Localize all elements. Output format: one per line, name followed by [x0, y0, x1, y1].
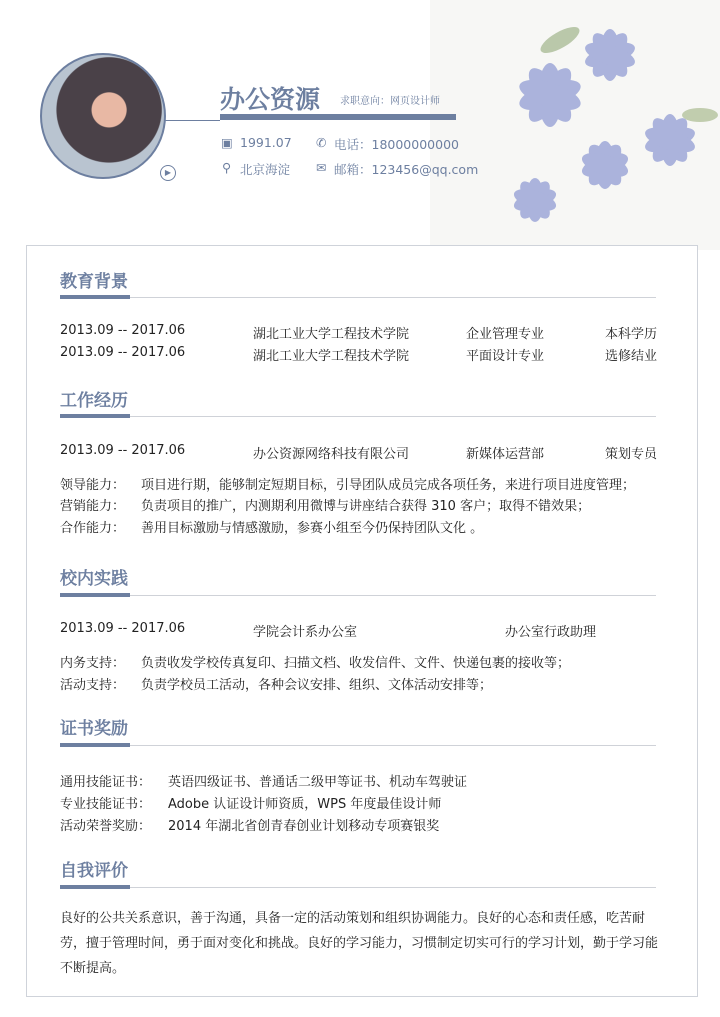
edu-degree: 本科学历: [604, 327, 657, 342]
divider-accent: [60, 885, 130, 889]
location-icon: ⚲: [222, 160, 232, 175]
campus-item-text: 负责收发学校传真复印、扫描文档、收发信件、文件、快递包裹的接收等；: [141, 656, 571, 671]
section-title-self: 自我评价: [60, 861, 128, 881]
edu-major: 企业管理专业: [466, 327, 545, 342]
cert-text: 英语四级证书、普通话二级甲等证书、机动车驾驶证: [168, 775, 468, 790]
self-evaluation: 良好的公共关系意识，善于沟通，具备一定的活动策划和组织协调能力。良好的心态和责任感，吃苦耐劳，擅于管理时间，勇于面对变化和挑战。良好的学习能力，习惯制定切实可行的学习计划，勤于学习能不断提高。: [60, 911, 659, 976]
divider-accent: [60, 414, 130, 418]
phone: 电话：18000000000: [334, 137, 459, 152]
work-item-label: 营销能力：: [60, 499, 126, 514]
campus-item-text: 负责学校员工活动，各种会议安排、组织、文体活动安排等；: [141, 678, 493, 693]
section-title-certs: 证书奖励: [60, 719, 128, 739]
birth-date: 1991.07: [240, 135, 292, 150]
avatar: [40, 53, 166, 179]
section-title-campus: 校内实践: [60, 569, 128, 589]
divider: [60, 595, 656, 596]
job-objective: 求职意向：网页设计师: [340, 96, 440, 107]
work-item-text: 项目进行期，能够制定短期目标，引导团队成员完成各项任务，来进行项目进度管理；: [141, 478, 636, 493]
play-icon[interactable]: ▶: [160, 165, 176, 181]
work-date: 2013.09 -- 2017.06: [60, 443, 186, 458]
divider-accent: [60, 743, 130, 747]
divider: [60, 745, 656, 746]
work-item-label: 领导能力：: [60, 478, 126, 493]
campus-role: 办公室行政助理: [505, 625, 597, 640]
campus-item-label: 活动支持：: [60, 678, 126, 693]
edu-date: 2013.09 -- 2017.06: [60, 323, 186, 338]
divider-accent: [60, 593, 130, 597]
name: 办公资源: [220, 85, 321, 114]
phone-icon: ✆: [316, 135, 327, 150]
location: 北京海淀: [240, 162, 291, 177]
calendar-icon: ▣: [221, 135, 233, 150]
cert-label: 专业技能证书：: [60, 797, 152, 812]
divider: [60, 887, 656, 888]
edu-degree: 选修结业: [604, 349, 657, 364]
work-item-label: 合作能力：: [60, 521, 126, 536]
edu-school: 湖北工业大学工程技术学院: [253, 327, 410, 342]
divider: [60, 297, 656, 298]
work-item-text: 善用目标激励与情感激励，参赛小组至今仍保持团队文化 。: [141, 521, 484, 536]
campus-item-label: 内务支持：: [60, 656, 126, 671]
name-bar: [220, 114, 456, 120]
work-item-text: 负责项目的推广，内测期利用微博与讲座结合获得 310 客户；取得不错效果；: [141, 499, 591, 514]
cert-text: Adobe 认证设计师资质，WPS 年度最佳设计师: [168, 797, 442, 812]
divider-accent: [60, 295, 130, 299]
work-company: 办公资源网络科技有限公司: [253, 447, 410, 462]
work-dept: 新媒体运营部: [466, 447, 545, 462]
mail-icon: ✉: [316, 160, 327, 175]
email: 邮箱：123456@qq.com: [334, 162, 479, 177]
campus-date: 2013.09 -- 2017.06: [60, 621, 186, 636]
cert-text: 2014 年湖北省创青春创业计划移动专项赛银奖: [168, 819, 440, 834]
edu-school: 湖北工业大学工程技术学院: [253, 349, 410, 364]
work-role: 策划专员: [604, 447, 657, 462]
campus-org: 学院会计系办公室: [253, 625, 358, 640]
connector-line: [164, 120, 220, 121]
edu-major: 平面设计专业: [466, 349, 545, 364]
cert-label: 活动荣誉奖励：: [60, 819, 152, 834]
section-title-education: 教育背景: [60, 272, 128, 292]
section-title-work: 工作经历: [60, 391, 128, 411]
cert-label: 通用技能证书：: [60, 775, 152, 790]
divider: [60, 416, 656, 417]
edu-date: 2013.09 -- 2017.06: [60, 345, 186, 360]
flower-decoration: [430, 0, 720, 250]
